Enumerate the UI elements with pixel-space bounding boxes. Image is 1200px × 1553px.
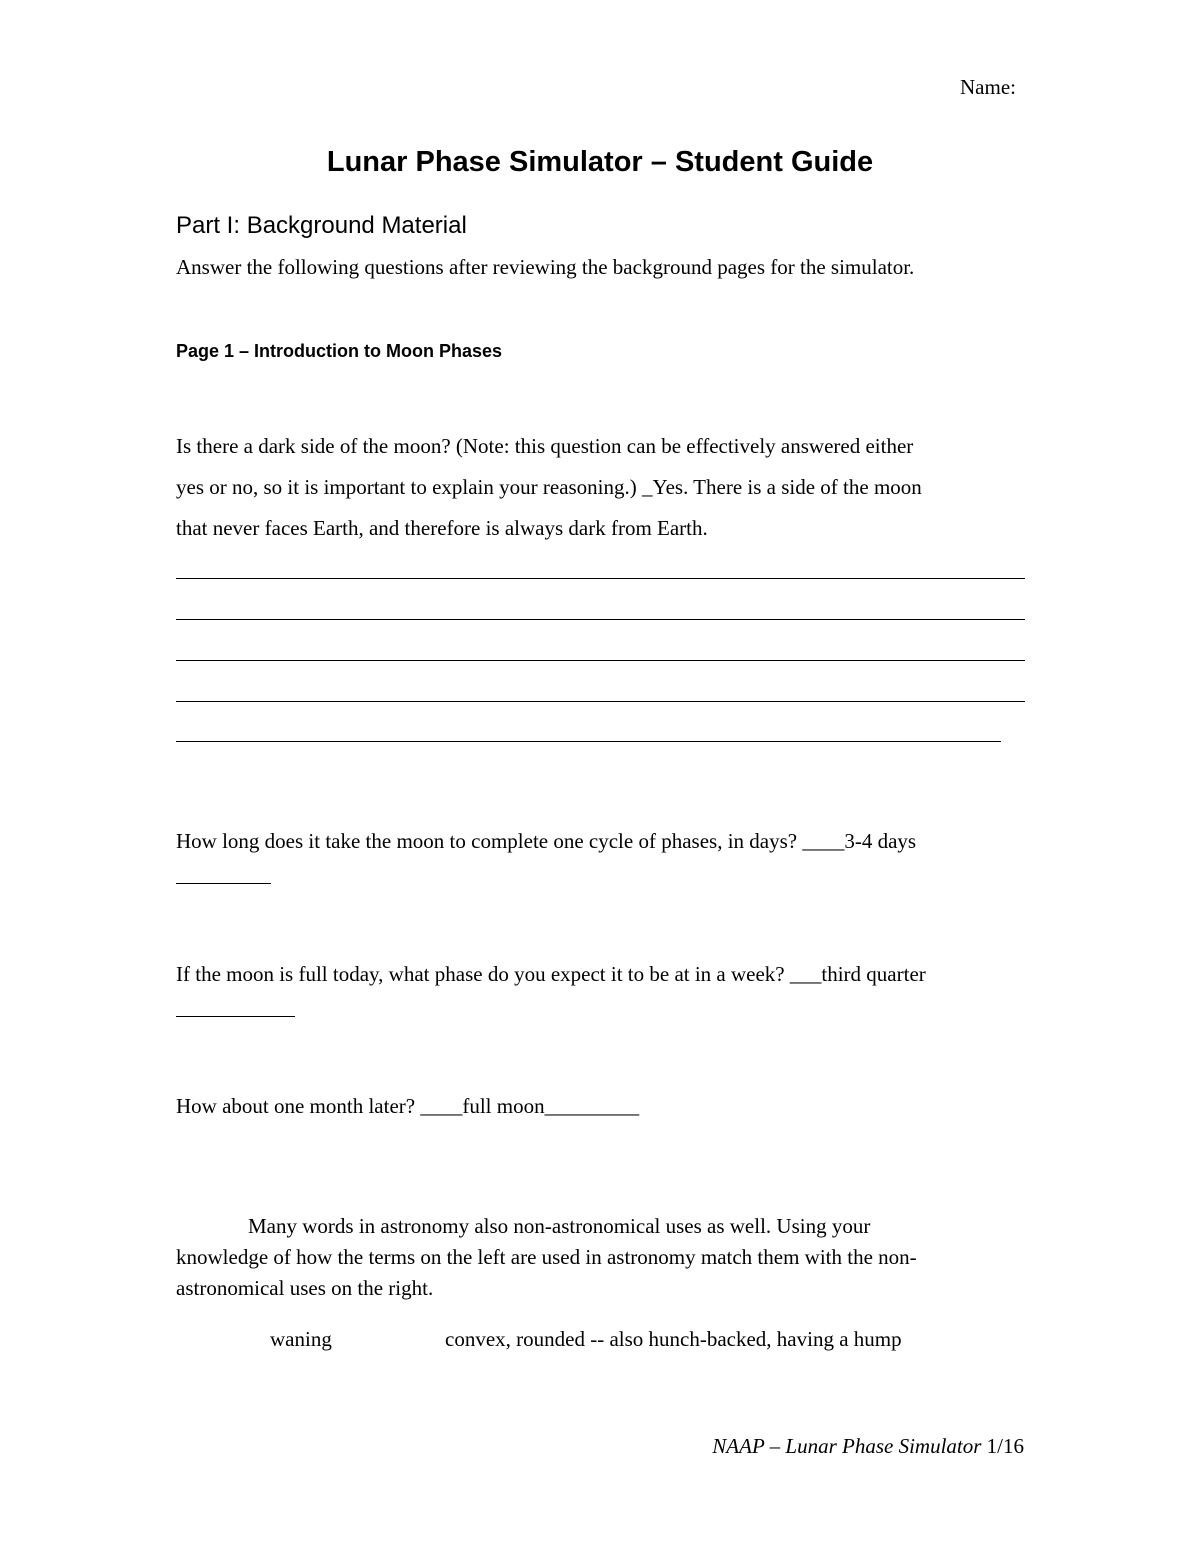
footer-source: NAAP – Lunar Phase Simulator xyxy=(712,1434,982,1458)
page-title: Lunar Phase Simulator – Student Guide xyxy=(326,146,874,178)
vocab-intro-line-2: knowledge of how the terms on the left are used in astronomy match them with the non- xyxy=(176,1245,917,1269)
footer xyxy=(712,1434,1024,1459)
answer-blank[interactable] xyxy=(176,1016,295,1017)
vocab-intro-line-3: astronomical uses on the right. xyxy=(176,1276,434,1300)
question-2: How long does it take the moon to complete one cycle of phases, in days? ____3-4 days xyxy=(176,829,917,853)
answer-blank[interactable] xyxy=(176,883,271,884)
question-3: If the moon is full today, what phase do you expect it to be at in a week? ___third quarter xyxy=(176,962,926,986)
footer-page-number: 1/16 xyxy=(986,1434,1024,1458)
match-term: waning xyxy=(270,1327,332,1351)
answer-line[interactable] xyxy=(176,619,1025,620)
answer-line[interactable] xyxy=(176,578,1025,579)
vocab-intro-line-1: Many words in astronomy also non-astronomical uses as well. Using your xyxy=(248,1214,871,1238)
answer-line[interactable] xyxy=(176,701,1025,702)
answer-line[interactable] xyxy=(176,741,1001,742)
name-label: Name: xyxy=(960,75,1016,99)
question-4: How about one month later? ____full moon_________ xyxy=(176,1094,640,1118)
answer-line[interactable] xyxy=(176,660,1025,661)
match-definition: convex, rounded -- also hunch-backed, having a hump xyxy=(445,1327,902,1351)
question-1-line-1: Is there a dark side of the moon? (Note: this question can be effectively answered either xyxy=(176,434,914,458)
question-1-line-2: yes or no, so it is important to explain your reasoning.) _Yes. There is a side of the moon xyxy=(176,475,922,499)
section-heading: Part I: Background Material xyxy=(176,212,467,239)
section-intro: Answer the following questions after reviewing the background pages for the simulator. xyxy=(176,255,915,279)
subsection-heading: Page 1 – Introduction to Moon Phases xyxy=(176,341,503,361)
question-1-line-3: that never faces Earth, and therefore is always dark from Earth. xyxy=(176,516,708,540)
